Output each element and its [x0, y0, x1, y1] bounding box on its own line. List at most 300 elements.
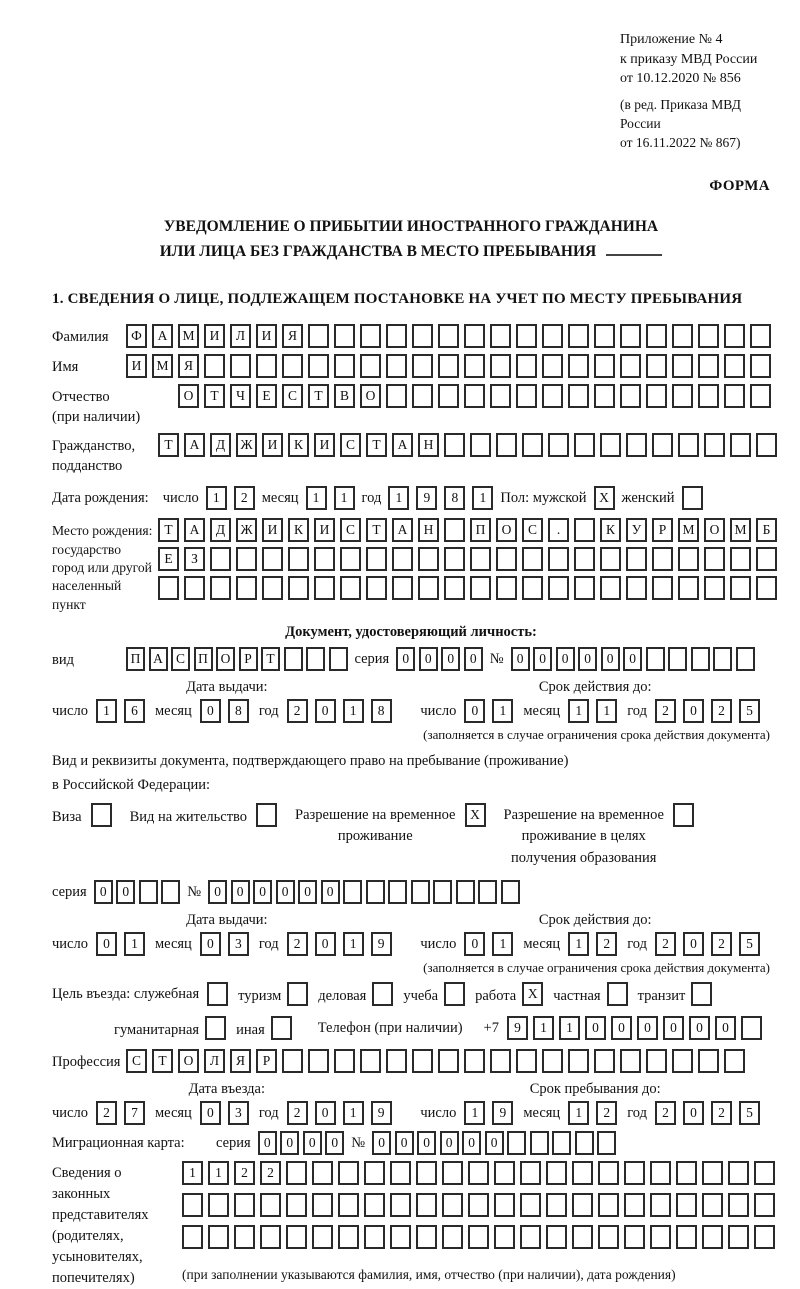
char-cell[interactable] [433, 880, 452, 904]
char-cell[interactable] [184, 576, 205, 600]
char-cell[interactable]: 1 [343, 932, 364, 956]
char-cell[interactable] [542, 1049, 563, 1073]
char-cell[interactable] [724, 324, 745, 348]
char-cell[interactable]: И [262, 433, 283, 457]
char-cell[interactable] [572, 1193, 593, 1217]
char-cell[interactable]: 0 [208, 880, 227, 904]
char-cell[interactable] [464, 324, 485, 348]
option-other[interactable] [236, 1016, 292, 1042]
option-temp-residence[interactable] [295, 803, 485, 849]
char-cell[interactable] [256, 803, 277, 827]
char-cell[interactable]: 0 [441, 647, 460, 671]
char-cell[interactable] [392, 547, 413, 571]
char-cell[interactable]: С [171, 647, 190, 671]
char-cell[interactable] [468, 1161, 489, 1185]
char-cell[interactable]: А [149, 647, 168, 671]
option-work[interactable] [475, 982, 543, 1008]
char-cell[interactable] [464, 354, 485, 378]
char-cell[interactable]: 0 [464, 932, 485, 956]
char-cell[interactable] [464, 384, 485, 408]
char-cell[interactable]: 0 [623, 647, 642, 671]
char-cell[interactable] [334, 1049, 355, 1073]
char-cell[interactable] [338, 1193, 359, 1217]
char-cell[interactable]: С [522, 518, 543, 542]
char-cell[interactable] [470, 433, 491, 457]
char-cell[interactable]: И [314, 518, 335, 542]
char-cell[interactable] [418, 576, 439, 600]
char-cell[interactable]: К [600, 518, 621, 542]
char-cell[interactable]: 0 [485, 1131, 504, 1155]
char-cell[interactable] [442, 1225, 463, 1249]
char-cell[interactable]: С [340, 518, 361, 542]
char-cell[interactable]: Н [418, 433, 439, 457]
char-cell[interactable] [754, 1161, 775, 1185]
char-cell[interactable]: 0 [440, 1131, 459, 1155]
char-cell[interactable] [542, 384, 563, 408]
char-cell[interactable]: Я [282, 324, 303, 348]
char-cell[interactable] [607, 982, 628, 1006]
char-cell[interactable]: 9 [371, 932, 392, 956]
char-cell[interactable]: Т [308, 384, 329, 408]
char-cell[interactable] [698, 1049, 719, 1073]
char-cell[interactable]: 0 [372, 1131, 391, 1155]
char-cell[interactable]: 8 [371, 699, 392, 723]
char-cell[interactable] [312, 1193, 333, 1217]
char-cell[interactable] [698, 324, 719, 348]
char-cell[interactable]: Т [261, 647, 280, 671]
char-cell[interactable]: 8 [444, 486, 465, 510]
char-cell[interactable] [620, 324, 641, 348]
char-cell[interactable] [308, 354, 329, 378]
char-cell[interactable] [230, 354, 251, 378]
char-cell[interactable]: М [178, 324, 199, 348]
char-cell[interactable] [652, 547, 673, 571]
char-cell[interactable] [598, 1161, 619, 1185]
char-cell[interactable] [360, 1049, 381, 1073]
char-cell[interactable]: З [184, 547, 205, 571]
char-cell[interactable] [672, 324, 693, 348]
char-cell[interactable] [314, 576, 335, 600]
char-cell[interactable]: 1 [559, 1016, 580, 1040]
char-cell[interactable]: 1 [96, 699, 117, 723]
char-cell[interactable] [334, 354, 355, 378]
char-cell[interactable] [496, 547, 517, 571]
char-cell[interactable] [306, 647, 325, 671]
char-cell[interactable]: К [288, 433, 309, 457]
char-cell[interactable] [308, 324, 329, 348]
char-cell[interactable] [456, 880, 475, 904]
char-cell[interactable] [496, 576, 517, 600]
char-cell[interactable] [676, 1225, 697, 1249]
char-cell[interactable]: Т [366, 518, 387, 542]
char-cell[interactable] [598, 1225, 619, 1249]
char-cell[interactable] [364, 1225, 385, 1249]
char-cell[interactable] [672, 354, 693, 378]
char-cell[interactable]: Р [256, 1049, 277, 1073]
char-cell[interactable]: 1 [306, 486, 327, 510]
char-cell[interactable]: Т [152, 1049, 173, 1073]
char-cell[interactable]: И [262, 518, 283, 542]
char-cell[interactable] [464, 1049, 485, 1073]
char-cell[interactable] [713, 647, 732, 671]
char-cell[interactable]: А [152, 324, 173, 348]
char-cell[interactable]: В [334, 384, 355, 408]
char-cell[interactable]: С [340, 433, 361, 457]
char-cell[interactable] [444, 433, 465, 457]
char-cell[interactable] [411, 880, 430, 904]
char-cell[interactable]: 0 [689, 1016, 710, 1040]
char-cell[interactable] [312, 1225, 333, 1249]
char-cell[interactable] [442, 1161, 463, 1185]
char-cell[interactable] [624, 1193, 645, 1217]
char-cell[interactable] [620, 354, 641, 378]
char-cell[interactable] [756, 576, 777, 600]
char-cell[interactable]: 0 [396, 647, 415, 671]
char-cell[interactable]: И [204, 324, 225, 348]
char-cell[interactable]: 2 [711, 1101, 732, 1125]
char-cell[interactable] [234, 1225, 255, 1249]
char-cell[interactable] [312, 1161, 333, 1185]
char-cell[interactable] [286, 1161, 307, 1185]
char-cell[interactable]: О [178, 1049, 199, 1073]
char-cell[interactable]: 8 [228, 699, 249, 723]
char-cell[interactable] [730, 433, 751, 457]
char-cell[interactable] [282, 1049, 303, 1073]
char-cell[interactable] [704, 547, 725, 571]
char-cell[interactable]: 9 [507, 1016, 528, 1040]
char-cell[interactable] [470, 547, 491, 571]
char-cell[interactable] [678, 547, 699, 571]
char-cell[interactable]: О [360, 384, 381, 408]
char-cell[interactable] [542, 324, 563, 348]
char-cell[interactable] [568, 324, 589, 348]
char-cell[interactable]: 9 [416, 486, 437, 510]
char-cell[interactable] [364, 1161, 385, 1185]
char-cell[interactable]: Д [210, 433, 231, 457]
char-cell[interactable]: 0 [511, 647, 530, 671]
char-cell[interactable] [286, 1225, 307, 1249]
char-cell[interactable]: О [704, 518, 725, 542]
char-cell[interactable] [386, 1049, 407, 1073]
char-cell[interactable]: Е [256, 384, 277, 408]
char-cell[interactable] [530, 1131, 549, 1155]
char-cell[interactable] [676, 1193, 697, 1217]
char-cell[interactable]: 1 [568, 932, 589, 956]
char-cell[interactable]: А [184, 518, 205, 542]
char-cell[interactable]: Р [652, 518, 673, 542]
char-cell[interactable] [624, 1161, 645, 1185]
char-cell[interactable] [501, 880, 520, 904]
char-cell[interactable]: 1 [206, 486, 227, 510]
char-cell[interactable] [444, 518, 465, 542]
char-cell[interactable] [490, 384, 511, 408]
char-cell[interactable] [546, 1161, 567, 1185]
char-cell[interactable]: С [282, 384, 303, 408]
char-cell[interactable] [288, 576, 309, 600]
char-cell[interactable] [594, 384, 615, 408]
char-cell[interactable] [260, 1193, 281, 1217]
option-temp-residence-education[interactable] [504, 803, 694, 870]
char-cell[interactable] [542, 354, 563, 378]
char-cell[interactable]: 1 [208, 1161, 229, 1185]
char-cell[interactable] [444, 576, 465, 600]
char-cell[interactable]: И [314, 433, 335, 457]
char-cell[interactable] [262, 576, 283, 600]
char-cell[interactable]: 0 [276, 880, 295, 904]
char-cell[interactable]: О [178, 384, 199, 408]
char-cell[interactable] [340, 576, 361, 600]
char-cell[interactable]: 5 [739, 699, 760, 723]
char-cell[interactable] [704, 576, 725, 600]
char-cell[interactable]: 1 [343, 699, 364, 723]
char-cell[interactable]: 2 [711, 932, 732, 956]
char-cell[interactable] [207, 982, 228, 1006]
char-cell[interactable] [360, 324, 381, 348]
char-cell[interactable] [724, 384, 745, 408]
char-cell[interactable] [412, 384, 433, 408]
char-cell[interactable]: И [256, 324, 277, 348]
char-cell[interactable]: 0 [116, 880, 135, 904]
char-cell[interactable]: А [184, 433, 205, 457]
char-cell[interactable]: 2 [596, 1101, 617, 1125]
char-cell[interactable]: 9 [492, 1101, 513, 1125]
char-cell[interactable]: 1 [464, 1101, 485, 1125]
char-cell[interactable]: 0 [464, 699, 485, 723]
char-cell[interactable] [620, 384, 641, 408]
char-cell[interactable] [182, 1193, 203, 1217]
char-cell[interactable] [698, 354, 719, 378]
char-cell[interactable] [329, 647, 348, 671]
char-cell[interactable]: 1 [472, 486, 493, 510]
char-cell[interactable]: 0 [715, 1016, 736, 1040]
char-cell[interactable] [698, 384, 719, 408]
char-cell[interactable] [520, 1225, 541, 1249]
char-cell[interactable]: . [548, 518, 569, 542]
char-cell[interactable] [390, 1161, 411, 1185]
char-cell[interactable] [205, 1016, 226, 1040]
char-cell[interactable] [646, 354, 667, 378]
char-cell[interactable] [600, 576, 621, 600]
char-cell[interactable] [522, 433, 543, 457]
char-cell[interactable]: 1 [182, 1161, 203, 1185]
char-cell[interactable]: 0 [556, 647, 575, 671]
char-cell[interactable] [282, 354, 303, 378]
char-cell[interactable] [494, 1193, 515, 1217]
char-cell[interactable] [676, 1161, 697, 1185]
char-cell[interactable]: 2 [260, 1161, 281, 1185]
char-cell[interactable]: X [594, 486, 615, 510]
char-cell[interactable] [730, 547, 751, 571]
char-cell[interactable]: 0 [94, 880, 113, 904]
char-cell[interactable]: Т [204, 384, 225, 408]
char-cell[interactable] [754, 1225, 775, 1249]
char-cell[interactable]: 0 [298, 880, 317, 904]
char-cell[interactable] [490, 354, 511, 378]
char-cell[interactable]: 0 [417, 1131, 436, 1155]
char-cell[interactable] [308, 1049, 329, 1073]
char-cell[interactable]: 0 [231, 880, 250, 904]
char-cell[interactable] [416, 1225, 437, 1249]
char-cell[interactable] [730, 576, 751, 600]
char-cell[interactable]: 0 [601, 647, 620, 671]
char-cell[interactable]: 0 [395, 1131, 414, 1155]
char-cell[interactable]: П [126, 647, 145, 671]
char-cell[interactable] [366, 576, 387, 600]
char-cell[interactable]: 1 [388, 486, 409, 510]
char-cell[interactable]: Ж [236, 518, 257, 542]
char-cell[interactable] [736, 647, 755, 671]
char-cell[interactable]: 1 [568, 699, 589, 723]
char-cell[interactable] [682, 486, 703, 510]
char-cell[interactable]: 0 [253, 880, 272, 904]
char-cell[interactable] [286, 1193, 307, 1217]
char-cell[interactable] [343, 880, 362, 904]
option-visa[interactable] [52, 803, 112, 829]
option-study[interactable] [403, 982, 465, 1008]
char-cell[interactable] [646, 1049, 667, 1073]
option-private[interactable] [553, 982, 627, 1008]
char-cell[interactable]: 1 [343, 1101, 364, 1125]
char-cell[interactable]: Ф [126, 324, 147, 348]
char-cell[interactable]: 0 [315, 699, 336, 723]
char-cell[interactable] [728, 1161, 749, 1185]
char-cell[interactable]: 0 [683, 932, 704, 956]
char-cell[interactable] [490, 1049, 511, 1073]
char-cell[interactable] [438, 354, 459, 378]
char-cell[interactable]: 2 [96, 1101, 117, 1125]
char-cell[interactable] [161, 880, 180, 904]
char-cell[interactable] [750, 324, 771, 348]
char-cell[interactable] [691, 982, 712, 1006]
char-cell[interactable] [626, 433, 647, 457]
char-cell[interactable]: Т [158, 433, 179, 457]
char-cell[interactable] [724, 354, 745, 378]
char-cell[interactable] [392, 576, 413, 600]
char-cell[interactable] [284, 647, 303, 671]
char-cell[interactable] [548, 576, 569, 600]
char-cell[interactable] [516, 324, 537, 348]
char-cell[interactable] [574, 547, 595, 571]
char-cell[interactable]: 2 [234, 486, 255, 510]
char-cell[interactable] [574, 518, 595, 542]
char-cell[interactable] [600, 433, 621, 457]
char-cell[interactable]: А [392, 518, 413, 542]
char-cell[interactable]: А [392, 433, 413, 457]
char-cell[interactable]: Е [158, 547, 179, 571]
char-cell[interactable] [340, 547, 361, 571]
char-cell[interactable]: 1 [492, 699, 513, 723]
char-cell[interactable]: 2 [287, 699, 308, 723]
char-cell[interactable]: 0 [683, 699, 704, 723]
char-cell[interactable] [650, 1225, 671, 1249]
char-cell[interactable] [390, 1193, 411, 1217]
char-cell[interactable]: 0 [585, 1016, 606, 1040]
char-cell[interactable] [724, 1049, 745, 1073]
char-cell[interactable]: Д [210, 518, 231, 542]
char-cell[interactable] [334, 324, 355, 348]
char-cell[interactable]: У [626, 518, 647, 542]
char-cell[interactable] [516, 354, 537, 378]
char-cell[interactable]: О [496, 518, 517, 542]
char-cell[interactable]: 5 [739, 932, 760, 956]
char-cell[interactable]: 0 [533, 647, 552, 671]
char-cell[interactable]: И [126, 354, 147, 378]
char-cell[interactable]: 0 [663, 1016, 684, 1040]
char-cell[interactable]: 6 [124, 699, 145, 723]
char-cell[interactable] [139, 880, 158, 904]
char-cell[interactable] [366, 880, 385, 904]
char-cell[interactable] [646, 647, 665, 671]
char-cell[interactable] [572, 1161, 593, 1185]
char-cell[interactable] [516, 1049, 537, 1073]
char-cell[interactable] [360, 354, 381, 378]
char-cell[interactable] [262, 547, 283, 571]
char-cell[interactable] [620, 1049, 641, 1073]
char-cell[interactable]: 0 [611, 1016, 632, 1040]
char-cell[interactable] [691, 647, 710, 671]
char-cell[interactable] [372, 982, 393, 1006]
char-cell[interactable]: М [678, 518, 699, 542]
char-cell[interactable]: 0 [321, 880, 340, 904]
char-cell[interactable]: 1 [568, 1101, 589, 1125]
option-residence-permit[interactable] [130, 803, 277, 829]
char-cell[interactable] [574, 576, 595, 600]
char-cell[interactable] [158, 576, 179, 600]
char-cell[interactable]: Т [158, 518, 179, 542]
char-cell[interactable]: О [216, 647, 235, 671]
char-cell[interactable] [678, 576, 699, 600]
char-cell[interactable] [522, 547, 543, 571]
char-cell[interactable]: 0 [96, 932, 117, 956]
char-cell[interactable]: Т [366, 433, 387, 457]
char-cell[interactable]: 0 [315, 932, 336, 956]
char-cell[interactable] [520, 1161, 541, 1185]
char-cell[interactable] [574, 433, 595, 457]
char-cell[interactable] [390, 1225, 411, 1249]
char-cell[interactable] [652, 576, 673, 600]
char-cell[interactable] [516, 384, 537, 408]
char-cell[interactable]: 2 [711, 699, 732, 723]
char-cell[interactable]: 0 [462, 1131, 481, 1155]
char-cell[interactable] [338, 1225, 359, 1249]
char-cell[interactable] [478, 880, 497, 904]
char-cell[interactable] [750, 384, 771, 408]
char-cell[interactable] [204, 354, 225, 378]
char-cell[interactable] [388, 880, 407, 904]
char-cell[interactable] [442, 1193, 463, 1217]
char-cell[interactable] [438, 1049, 459, 1073]
char-cell[interactable]: 0 [258, 1131, 277, 1155]
char-cell[interactable]: М [152, 354, 173, 378]
char-cell[interactable]: 1 [533, 1016, 554, 1040]
char-cell[interactable] [702, 1193, 723, 1217]
char-cell[interactable] [626, 576, 647, 600]
char-cell[interactable] [568, 354, 589, 378]
char-cell[interactable] [260, 1225, 281, 1249]
char-cell[interactable] [673, 803, 694, 827]
char-cell[interactable] [548, 433, 569, 457]
char-cell[interactable]: X [465, 803, 486, 827]
char-cell[interactable] [552, 1131, 571, 1155]
char-cell[interactable] [650, 1161, 671, 1185]
char-cell[interactable]: 2 [596, 932, 617, 956]
char-cell[interactable] [338, 1161, 359, 1185]
char-cell[interactable] [91, 803, 112, 827]
char-cell[interactable]: К [288, 518, 309, 542]
char-cell[interactable] [594, 354, 615, 378]
char-cell[interactable] [386, 324, 407, 348]
char-cell[interactable] [646, 324, 667, 348]
